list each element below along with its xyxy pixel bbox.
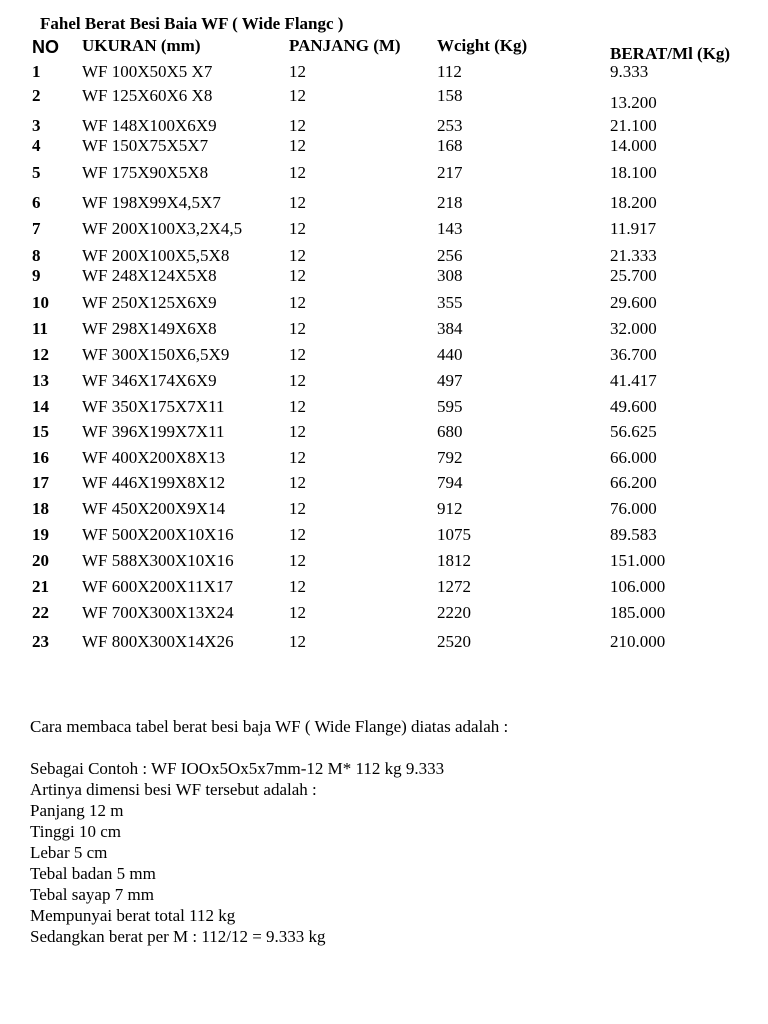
cell-no: 1: [32, 62, 41, 81]
cell-weight: 256: [437, 246, 463, 265]
cell-weight: 2520: [437, 632, 471, 651]
cell-berat-per-m: 89.583: [610, 525, 657, 544]
cell-weight: 440: [437, 345, 463, 364]
cell-weight: 168: [437, 136, 463, 155]
column-header-weight: Wcight (Kg): [437, 36, 528, 55]
cell-panjang: 12: [289, 86, 306, 105]
cell-no: 2: [32, 86, 41, 105]
cell-weight: 1075: [437, 525, 471, 544]
table-row: [0, 632, 768, 654]
cell-weight: 912: [437, 499, 463, 518]
cell-weight: 497: [437, 371, 463, 390]
cell-ukuran: WF 396X199X7X11: [82, 422, 225, 441]
cell-berat-per-m: 14.000: [610, 136, 657, 155]
cell-berat-per-m: 66.000: [610, 448, 657, 467]
page-title: Fahel Berat Besi Baia WF ( Wide Flangc ): [40, 14, 344, 33]
cell-no: 8: [32, 246, 41, 265]
table-row: [0, 62, 768, 84]
cell-weight: 384: [437, 319, 463, 338]
cell-panjang: 12: [289, 371, 306, 390]
cell-berat-per-m: 21.100: [610, 116, 657, 135]
cell-panjang: 12: [289, 193, 306, 212]
cell-ukuran: WF 200X100X3,2X4,5: [82, 219, 243, 238]
cell-panjang: 12: [289, 219, 306, 238]
cell-berat-per-m: 56.625: [610, 422, 657, 441]
cell-berat-per-m: 25.700: [610, 266, 657, 285]
cell-ukuran: WF 248X124X5X8: [82, 266, 217, 285]
table-row: [0, 551, 768, 573]
cell-panjang: 12: [289, 422, 306, 441]
cell-ukuran: WF 298X149X6X8: [82, 319, 217, 338]
cell-panjang: 12: [289, 448, 306, 467]
cell-no: 11: [32, 319, 49, 338]
cell-no: 3: [32, 116, 41, 135]
cell-ukuran: WF 300X150X6,5X9: [82, 345, 230, 364]
table-row: [0, 525, 768, 547]
column-header-berat-per-m: BERAT/Ml (Kg): [610, 44, 731, 63]
cell-panjang: 12: [289, 266, 306, 285]
cell-ukuran: WF 446X199X8X12: [82, 473, 226, 492]
notes-intro: Cara membaca tabel berat besi baja WF ( Wide Flange) diatas adalah :: [30, 717, 509, 736]
cell-berat-per-m: 151.000: [610, 551, 666, 570]
cell-ukuran: WF 346X174X6X9: [82, 371, 217, 390]
cell-no: 4: [32, 136, 41, 155]
cell-berat-per-m: 36.700: [610, 345, 657, 364]
cell-panjang: 12: [289, 62, 306, 81]
cell-berat-per-m: 185.000: [610, 603, 666, 622]
cell-ukuran: WF 100X50X5 X7: [82, 62, 213, 81]
cell-no: 20: [32, 551, 49, 570]
table-row: [0, 163, 768, 185]
cell-ukuran: WF 148X100X6X9: [82, 116, 217, 135]
cell-ukuran: WF 500X200X10X16: [82, 525, 234, 544]
cell-ukuran: WF 600X200X11X17: [82, 577, 233, 596]
table-row: [0, 473, 768, 495]
table-row: [0, 603, 768, 625]
cell-panjang: 12: [289, 499, 306, 518]
notes-example: [30, 758, 730, 947]
cell-panjang: 12: [289, 319, 306, 338]
cell-ukuran: WF 700X300X13X24: [82, 603, 234, 622]
cell-weight: 1812: [437, 551, 471, 570]
cell-berat-per-m: 66.200: [610, 473, 657, 492]
cell-berat-per-m: 76.000: [610, 499, 657, 518]
table-row: [0, 293, 768, 315]
cell-weight: 218: [437, 193, 463, 212]
cell-no: 19: [32, 525, 49, 544]
table-row: [0, 116, 768, 138]
cell-weight: 158: [437, 86, 463, 105]
cell-panjang: 12: [289, 551, 306, 570]
cell-berat-per-m: 21.333: [610, 246, 657, 265]
cell-panjang: 12: [289, 525, 306, 544]
cell-ukuran: WF 200X100X5,5X8: [82, 246, 230, 265]
column-header-no: NO: [32, 37, 59, 57]
cell-berat-per-m: 210.000: [610, 632, 666, 651]
cell-ukuran: WF 150X75X5X7: [82, 136, 209, 155]
cell-panjang: 12: [289, 473, 306, 492]
cell-weight: 217: [437, 163, 463, 182]
cell-ukuran: WF 800X300X14X26: [82, 632, 234, 651]
notes-line: Lebar 5 cm: [30, 843, 108, 862]
table-row: [0, 397, 768, 419]
table-row: [0, 345, 768, 367]
cell-berat-per-m: 9.333: [610, 62, 649, 81]
notes-line: Tinggi 10 cm: [30, 822, 122, 841]
cell-panjang: 12: [289, 293, 306, 312]
cell-berat-per-m: 41.417: [610, 371, 657, 390]
notes-line: Sedangkan berat per M : 112/12 = 9.333 kg: [30, 927, 326, 946]
cell-panjang: 12: [289, 246, 306, 265]
cell-no: 23: [32, 632, 49, 651]
cell-panjang: 12: [289, 397, 306, 416]
cell-weight: 680: [437, 422, 463, 441]
cell-panjang: 12: [289, 632, 306, 651]
cell-weight: 143: [437, 219, 463, 238]
cell-no: 5: [32, 163, 41, 182]
cell-no: 18: [32, 499, 49, 518]
table-row: [0, 136, 768, 158]
cell-berat-per-m: 11.917: [610, 219, 657, 238]
table-row: [0, 219, 768, 241]
notes-line: Artinya dimensi besi WF tersebut adalah :: [30, 780, 317, 799]
cell-no: 21: [32, 577, 49, 596]
table-row: [0, 266, 768, 288]
cell-ukuran: WF 350X175X7X11: [82, 397, 225, 416]
cell-no: 13: [32, 371, 49, 390]
table-row: [0, 319, 768, 341]
cell-weight: 308: [437, 266, 463, 285]
table-row: [0, 86, 768, 112]
cell-ukuran: WF 588X300X10X16: [82, 551, 234, 570]
column-header-ukuran: UKURAN (mm): [82, 36, 201, 55]
cell-no: 7: [32, 219, 41, 238]
cell-no: 9: [32, 266, 41, 285]
cell-ukuran: WF 250X125X6X9: [82, 293, 217, 312]
cell-panjang: 12: [289, 136, 306, 155]
cell-no: 10: [32, 293, 49, 312]
cell-berat-per-m: 106.000: [610, 577, 666, 596]
column-header-panjang: PANJANG (M): [289, 36, 401, 55]
cell-ukuran: WF 450X200X9X14: [82, 499, 226, 518]
table-row: [0, 246, 768, 268]
cell-ukuran: WF 400X200X8X13: [82, 448, 226, 467]
cell-ukuran: WF 198X99X4,5X7: [82, 193, 221, 212]
cell-panjang: 12: [289, 345, 306, 364]
cell-berat-per-m: 32.000: [610, 319, 657, 338]
cell-no: 16: [32, 448, 49, 467]
cell-berat-per-m: 18.100: [610, 163, 657, 182]
cell-panjang: 12: [289, 577, 306, 596]
cell-ukuran: WF 125X60X6 X8: [82, 86, 213, 105]
table-row: [0, 448, 768, 470]
table-row: [0, 371, 768, 393]
notes-line: Panjang 12 m: [30, 801, 124, 820]
cell-berat-per-m: 49.600: [610, 397, 657, 416]
table-row: [0, 422, 768, 444]
cell-no: 12: [32, 345, 49, 364]
cell-panjang: 12: [289, 163, 306, 182]
cell-no: 15: [32, 422, 49, 441]
cell-weight: 595: [437, 397, 463, 416]
cell-berat-per-m: 13.200: [610, 93, 657, 112]
notes-line: Sebagai Contoh : WF IOOx5Ox5x7mm-12 M* 112 kg 9.333: [30, 759, 445, 778]
cell-panjang: 12: [289, 603, 306, 622]
cell-panjang: 12: [289, 116, 306, 135]
cell-no: 22: [32, 603, 49, 622]
cell-weight: 253: [437, 116, 463, 135]
notes-line: Tebal sayap 7 mm: [30, 885, 154, 904]
cell-weight: 792: [437, 448, 463, 467]
cell-no: 14: [32, 397, 49, 416]
notes-line: Mempunyai berat total 112 kg: [30, 906, 236, 925]
cell-weight: 112: [437, 62, 462, 81]
cell-weight: 355: [437, 293, 463, 312]
cell-weight: 794: [437, 473, 463, 492]
cell-weight: 1272: [437, 577, 471, 596]
cell-no: 6: [32, 193, 41, 212]
table-row: [0, 193, 768, 215]
cell-weight: 2220: [437, 603, 471, 622]
cell-no: 17: [32, 473, 49, 492]
cell-ukuran: WF 175X90X5X8: [82, 163, 209, 182]
reading-notes: [30, 716, 730, 947]
cell-berat-per-m: 29.600: [610, 293, 657, 312]
table-row: [0, 499, 768, 521]
cell-berat-per-m: 18.200: [610, 193, 657, 212]
notes-line: Tebal badan 5 mm: [30, 864, 156, 883]
table-row: [0, 577, 768, 599]
